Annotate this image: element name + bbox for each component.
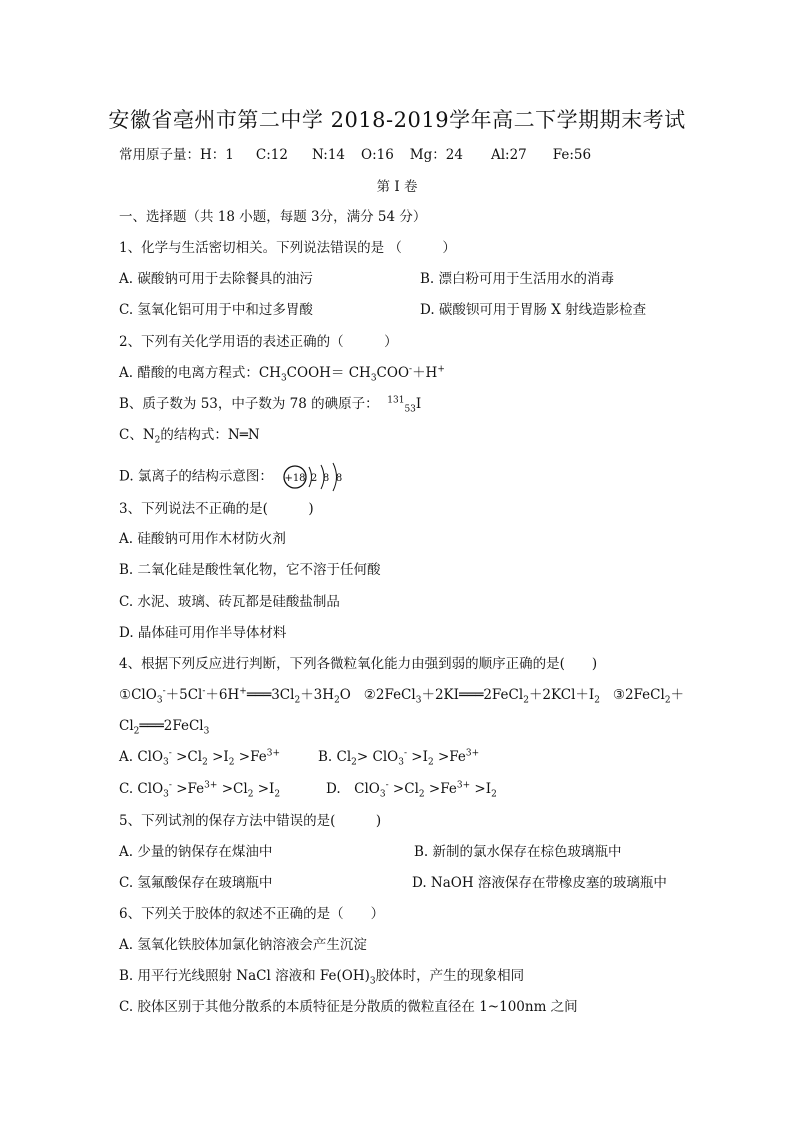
- q1-option-b: B. 漂白粉可用于生活用水的消毒: [420, 271, 615, 287]
- q5-option-c: C. 氢氟酸保存在玻璃瓶中: [119, 875, 273, 891]
- atom-mass: Al:27: [490, 147, 527, 163]
- atomic-masses: [119, 146, 605, 164]
- q4-reactions-cont: $Cl_2═══2FeCl_3$: [119, 718, 210, 737]
- q2-option-c: C、$N_2$的结构式：N═N: [119, 427, 260, 446]
- volume-heading: 第 Ⅰ 卷: [376, 179, 418, 195]
- question-6-stem: 6、下列关于胶体的叙述不正确的是（ ）: [119, 906, 385, 922]
- q4-option-a: A. $ClO_3^- >Cl_2 >I_2 >Fe^{3+}$: [119, 748, 280, 768]
- q1-option-a: A. 碳酸钠可用于去除餐具的油污: [119, 271, 313, 287]
- shell-electrons: 8: [323, 473, 330, 484]
- question-1-stem: 1、化学与生活密切相关。下列说法错误的是 （ ）: [119, 240, 456, 256]
- question-2-stem: 2、下列有关化学用语的表述正确的（ ）: [119, 334, 398, 350]
- q4-option-d: D. $ClO_3^- >Cl_2 >Fe^{3+} >I_2$: [326, 780, 497, 800]
- atom-mass: O:16: [361, 147, 394, 163]
- question-3-stem: 3、下列说法不正确的是( ): [119, 501, 314, 517]
- q4-reactions: $①ClO_3^-+5Cl^-+6H^+═══3Cl_2+3H_2O$ $②2FeCl_3+2KI═══2FeCl_2+2KCl+I_2$ ③2FeCl$_2$＋: [119, 686, 685, 706]
- section-heading: 一、选择题（共 18 小题，每题 3分，满分 54 分）: [119, 209, 427, 225]
- q5-option-a: A. 少量的钠保存在煤油中: [119, 844, 273, 860]
- question-4-stem: 4、根据下列反应进行判断，下列各微粒氧化能力由强到弱的顺序正确的是( ): [119, 656, 598, 672]
- q6-option-c: C. 胶体区别于其他分散系的本质特征是分散质的微粒直径在 1~100nm 之间: [119, 999, 578, 1015]
- q6-option-a: A. 氢氧化铁胶体加氯化钠溶液会产生沉淀: [119, 937, 367, 953]
- shell-electrons: 2: [311, 473, 318, 484]
- atom-mass: N:14: [311, 147, 345, 163]
- q1-option-c: C. 氢氧化铝可用于中和过多胃酸: [119, 302, 313, 318]
- q3-option-d: D. 晶体硅可用作半导体材料: [119, 625, 287, 641]
- atomic-masses-label: 常用原子量：: [119, 147, 200, 163]
- chloride-ion-structure-diagram: [281, 462, 347, 492]
- q6-option-b: B. 用平行光线照射 NaCl 溶液和 $Fe(OH)_3$胶体时，产生的现象相同: [119, 968, 525, 987]
- q4-option-b: B. $Cl_2> ClO_3^- >I_2 >Fe^{3+}$: [318, 748, 480, 768]
- page-title: 安徽省亳州市第二中学 2018-2019学年高二下学期期末考试: [108, 108, 686, 132]
- q2-option-b: B、质子数为 53，中子数为 78 的碘原子： $^{131}_{53}$I: [119, 395, 422, 415]
- q5-option-d: D. NaOH 溶液保存在带橡皮塞的玻璃瓶中: [412, 875, 667, 891]
- q5-option-b: B. 新制的氯水保存在棕色玻璃瓶中: [414, 844, 622, 860]
- atom-mass: Fe:56: [552, 147, 592, 163]
- q1-option-d: D. 碳酸钡可用于胃肠 X 射线造影检查: [420, 302, 647, 318]
- q3-option-c: C. 水泥、玻璃、砖瓦都是硅酸盐制品: [119, 594, 340, 610]
- question-5-stem: 5、下列试剂的保存方法中错误的是( ): [119, 813, 382, 829]
- shell-electrons: 8: [336, 473, 343, 484]
- q3-option-a: A. 硅酸钠可用作木材防火剂: [119, 531, 286, 547]
- atom-mass: Mg：24: [409, 147, 463, 163]
- q2-option-d: D. 氯离子的结构示意图： +18 2 8 8: [119, 462, 347, 492]
- q2-option-a: A. 醋酸的电离方程式：$CH_3COOH= CH_3COO^-+H^+$: [119, 364, 445, 384]
- atom-mass: H：1: [200, 147, 234, 163]
- atom-mass: C:12: [255, 147, 288, 163]
- q3-option-b: B. 二氧化硅是酸性氧化物，它不溶于任何酸: [119, 562, 381, 578]
- q4-option-c: C. $ClO_3^- >Fe^{3+} >Cl_2 >I_2$: [119, 780, 281, 800]
- nucleus-charge: +18: [284, 473, 306, 484]
